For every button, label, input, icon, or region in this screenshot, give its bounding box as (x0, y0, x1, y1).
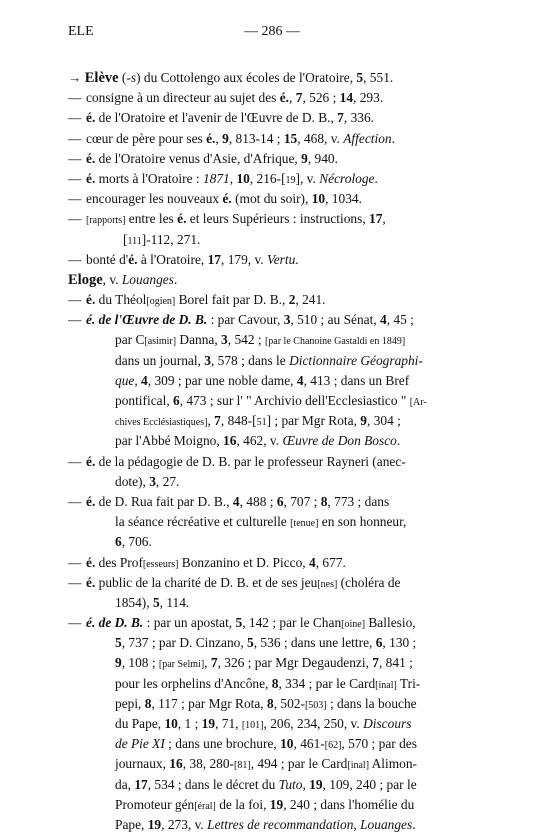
cross-reference: Affection (343, 130, 392, 146)
text: , 488 ; (239, 493, 277, 509)
volume: 19 (269, 796, 284, 812)
dash: — (68, 292, 82, 308)
text: . (396, 433, 401, 449)
volume: 10 (164, 716, 178, 731)
text: , 309 ; par une noble dame, (147, 372, 297, 388)
text: , 578 ; dans le (210, 352, 290, 368)
index-line (68, 431, 468, 451)
text: et leurs Supérieurs : instructions, (186, 211, 370, 227)
index-line (68, 653, 468, 673)
text: 1854), (115, 594, 153, 610)
volume: 4 (141, 372, 148, 388)
volume: 4 (309, 554, 316, 570)
text: ], v. (295, 170, 320, 186)
text: , v. (102, 271, 122, 287)
text: , 473 ; sur l' " Archivio dell'Ecclesiastico " (179, 393, 410, 408)
abbrev: é. (86, 453, 96, 469)
index-entries (68, 68, 468, 835)
title-italic: Tuto (278, 776, 303, 792)
abbrev: é. (222, 191, 232, 207)
volume: 9 (115, 655, 122, 671)
dash: — (68, 312, 82, 328)
text: , 117 ; par Mgr Rota, (151, 695, 267, 711)
abbrev: é. (279, 90, 290, 106)
text: , 536 ; dans une lettre, (253, 635, 376, 651)
text: de l'Oratoire venus d'Asie, d'Afrique, (95, 150, 302, 166)
editorial-note: [62] (324, 740, 342, 752)
text: de l'Oratoire et l'avenir de l'Œuvre de D. B., (95, 110, 338, 126)
text: , 336. (343, 110, 375, 126)
text: Borel fait par D. B., (175, 292, 289, 308)
abbrev: é. (86, 110, 96, 126)
dash: — (68, 211, 82, 227)
text: encourager les nouveaux (86, 191, 223, 207)
text: , (204, 655, 211, 671)
editorial-note: [inal] (347, 760, 370, 772)
text: : par Cavour, (207, 312, 284, 328)
index-line (68, 553, 468, 573)
volume: 17 (369, 211, 383, 227)
editorial-note: [éral] (194, 800, 216, 812)
text: , 240 ; dans l'homélie du (283, 796, 415, 812)
dash: — (68, 130, 82, 146)
text: en son honneur, (318, 514, 407, 530)
text: , 510 ; au Sénat, (290, 312, 381, 328)
volume: 3 (149, 473, 156, 489)
text: , 71, (215, 716, 242, 731)
abbrev: é. (128, 251, 138, 267)
editorial-note: [ogien] (146, 296, 176, 308)
abbrev: é. (177, 211, 187, 227)
headword: Eloge (68, 271, 103, 288)
text: Ballesio, (365, 615, 416, 631)
editorial-note: [101] (241, 720, 264, 731)
editorial-note: [tenue] (290, 518, 319, 530)
text: , (215, 130, 223, 146)
text: de la foi, (215, 796, 270, 812)
volume: 9 (360, 413, 367, 429)
volume: 7 (337, 110, 344, 126)
text: ; dans la bouche (326, 695, 417, 711)
index-line (68, 108, 468, 128)
text: par l'Abbé Moigno, (115, 433, 224, 449)
index-line (68, 694, 468, 714)
text: , 707 ; (283, 493, 321, 509)
text: , 773 ; dans (327, 493, 390, 509)
text: entre les (125, 211, 178, 227)
volume: 2 (288, 292, 296, 308)
volume: 4 (380, 312, 387, 328)
text: , 304 ; (367, 413, 401, 429)
dash: — (68, 90, 82, 106)
text: , 841 ; (378, 655, 413, 671)
volume: 7 (210, 655, 218, 671)
text: , 848-[ (220, 413, 257, 429)
text: Tri- (396, 675, 421, 691)
abbrev: é. (206, 130, 216, 146)
text: du Théol (95, 292, 147, 308)
index-line (68, 310, 468, 330)
text: , (382, 211, 386, 227)
text: , 130 ; (382, 635, 417, 651)
text: , 737 ; par D. Cinzano, (121, 635, 248, 651)
volume: 6 (276, 493, 284, 509)
index-line (68, 88, 468, 108)
text: , 1 ; (177, 716, 202, 731)
volume: 5 (247, 635, 254, 651)
editorial-note: [asimir] (144, 336, 177, 348)
volume: 4 (232, 493, 240, 509)
text: , 114. (159, 594, 190, 610)
dash: — (68, 150, 82, 166)
dash: — (68, 251, 82, 267)
text: , 413 ; dans un Bref (303, 372, 410, 388)
volume: 10 (280, 736, 294, 752)
volume: 7 (295, 90, 303, 106)
text: , 462, v. (236, 433, 283, 449)
text: , (289, 90, 296, 106)
text: , 494 ; par le Card (250, 756, 348, 772)
editorial-note: [par Selmi] (158, 659, 205, 671)
cross-reference: de Pie XI (115, 736, 165, 752)
text: [ (123, 231, 128, 247)
index-line (68, 532, 468, 552)
text: , 109, 240 ; par le (322, 776, 417, 792)
volume: 19 (147, 816, 162, 832)
dash: — (68, 170, 82, 186)
text: ; dans une brochure, (164, 736, 281, 752)
editorial-note: [esseurs] (142, 558, 179, 570)
cross-reference: Louanges (121, 271, 174, 287)
text: , 526 ; (302, 90, 340, 106)
index-line (68, 68, 468, 88)
volume: 16 (223, 433, 237, 449)
text: Bonzanino et D. Picco, (178, 554, 309, 570)
text: da, (115, 776, 135, 792)
editorial-note: [oine] (341, 619, 366, 631)
dash: — (68, 453, 82, 469)
abbrev: é. de l'Œuvre de D. B. (86, 312, 208, 328)
text: de D. Rua fait par D. B., (95, 493, 233, 509)
volume: 8 (271, 675, 279, 691)
volume: 6 (115, 534, 122, 550)
volume: 8 (320, 493, 328, 509)
volume: 7 (372, 655, 379, 671)
editorial-note: 111 (127, 235, 142, 247)
text: , 502- (273, 695, 305, 711)
index-line (68, 472, 468, 492)
text: , 108 ; (121, 655, 159, 671)
index-line (68, 674, 468, 694)
abbrev: é. (86, 554, 96, 570)
volume: 19 (309, 776, 323, 792)
volume: 3 (204, 352, 211, 368)
text: , 706. (121, 534, 152, 550)
volume: 5 (115, 635, 122, 651)
index-line (68, 250, 468, 270)
index-line (68, 129, 468, 149)
index-line (68, 149, 468, 169)
volume: 8 (267, 695, 274, 711)
text: , 273, v. (161, 816, 208, 832)
cross-reference: Vertu (267, 251, 296, 267)
text: Pape, (115, 816, 148, 832)
text: (choléra de (337, 574, 401, 590)
text: de la pédagogie de D. B. par le professeur Rayneri (anec- (95, 453, 406, 469)
text: , 38, 280- (182, 756, 235, 772)
text: , 241. (295, 292, 326, 308)
volume: 17 (207, 251, 221, 267)
index-line (68, 351, 468, 371)
text: , 216-[ (249, 170, 286, 186)
index-line (68, 593, 468, 613)
index-line (68, 330, 468, 350)
abbrev: é. de D. B. (86, 615, 144, 631)
text: pepi, (115, 695, 145, 711)
text: . (412, 816, 416, 832)
text: morts à l'Oratoire : (95, 170, 203, 186)
text: , 27. (155, 473, 180, 489)
text: , 179, v. (221, 251, 267, 267)
text: pour les orphelins d'Ancône, (115, 675, 272, 691)
dash: — (68, 493, 82, 509)
title-italic: Dictionnaire Géographi- (289, 352, 423, 368)
text: , 334 ; par le Card (278, 675, 376, 691)
cross-reference: Nécrologe (319, 170, 375, 186)
page-number: — 286 — (244, 24, 300, 39)
text: à l'Oratoire, (137, 251, 208, 267)
editorial-note: [81] (234, 760, 251, 772)
text: , 1034. (325, 191, 362, 207)
title-italic: que (115, 372, 135, 388)
dash: — (68, 574, 82, 590)
volume: 6 (375, 635, 383, 651)
index-line (68, 512, 468, 532)
text: , 677. (315, 554, 346, 570)
editorial-note: [Ar- (409, 397, 427, 408)
editorial-note: [par le Chanoine Gastaldi en 1849] (264, 336, 406, 348)
text: : par un apostat, (143, 615, 236, 631)
text: , (229, 170, 237, 186)
index-line (68, 230, 468, 250)
volume: 9 (222, 130, 229, 146)
abbrev: é. (86, 574, 96, 590)
headword: Elève (84, 70, 119, 86)
index-line (68, 270, 468, 290)
text: (- (118, 70, 131, 85)
text: , (302, 776, 310, 792)
index-line (68, 775, 468, 795)
running-head: ELE (68, 24, 94, 39)
text: , 142 ; par le Chan (242, 615, 342, 631)
dash: — (68, 615, 82, 631)
editorial-note: [503] (304, 699, 327, 711)
text: bonté d' (86, 251, 129, 267)
editorial-note: chives Ecclésiastiques] (115, 417, 208, 429)
index-line (68, 734, 468, 754)
text: consigne à un directeur au sujet des (86, 90, 280, 106)
index-line (68, 452, 468, 472)
abbrev: é. (86, 292, 96, 308)
volume: 15 (283, 130, 298, 146)
editorial-note: 19 (285, 174, 296, 186)
text: du Pape, (115, 716, 165, 731)
text: . (173, 271, 178, 287)
index-line (68, 754, 468, 774)
text: dans un journal, (115, 352, 205, 368)
text: ] ; par Mgr Rota, (266, 413, 361, 429)
text: . (374, 170, 378, 186)
volume: 17 (134, 776, 148, 792)
text: , 542 ; (227, 332, 265, 348)
editorial-note: [nes] (317, 578, 338, 590)
dash: — (68, 191, 82, 207)
text: Alimon- (369, 756, 418, 772)
text: . (295, 251, 299, 267)
text: , 206, 234, 250, v. (263, 716, 364, 731)
text: s (130, 70, 137, 85)
text: cœur de père pour ses (86, 130, 207, 146)
text: Promoteur gén (115, 796, 195, 812)
text: , 326 ; par Mgr Degaudenzi, (217, 655, 373, 671)
text: (mot du soir), (231, 191, 312, 207)
volume: 19 (201, 716, 216, 731)
index-line (68, 492, 468, 512)
text: , (134, 372, 142, 388)
index-line (68, 391, 468, 411)
index-line (68, 795, 468, 815)
index-line (68, 815, 468, 835)
cross-reference: Lettres de recommandation, Louanges (207, 816, 413, 832)
text: , 570 ; par des (341, 736, 417, 752)
text: ]-112, 271. (141, 231, 201, 247)
dash: — (68, 554, 82, 570)
text: , 45 ; (386, 312, 414, 328)
text: . (391, 130, 395, 146)
year: 1871 (202, 170, 230, 186)
index-line (68, 714, 468, 734)
volume: 16 (169, 756, 183, 772)
text: pontifical, (115, 393, 174, 408)
text: , 551. (363, 70, 394, 85)
index-line (68, 371, 468, 391)
running-header (68, 24, 468, 42)
index-line (68, 189, 468, 209)
volume: 5 (152, 594, 160, 610)
index-line (68, 169, 468, 189)
text: , 461- (293, 736, 325, 752)
text: , 468, v. (297, 130, 344, 146)
text: , (207, 413, 215, 429)
text: , 534 ; dans le décret du (147, 776, 279, 792)
arrow-icon: → (68, 70, 85, 85)
volume: 8 (144, 695, 152, 711)
text: des Prof (95, 554, 143, 570)
index-line (68, 290, 468, 310)
volume: 9 (301, 150, 308, 166)
volume: 4 (296, 372, 304, 388)
volume: 5 (356, 70, 364, 85)
editorial-note: [rapports] (86, 215, 126, 227)
text: , 293. (353, 90, 384, 106)
text: journaux, (115, 756, 170, 772)
text: public de la charité de D. B. et de ses jeu (95, 574, 318, 590)
index-line (68, 411, 468, 431)
index-line (68, 209, 468, 229)
volume: 10 (236, 170, 250, 186)
cross-reference: Œuvre de Don Bosco (282, 433, 397, 449)
cross-reference: Discours (363, 716, 412, 731)
abbrev: é. (86, 170, 96, 186)
abbrev: é. (86, 493, 96, 509)
dash: — (68, 110, 82, 126)
volume: 14 (339, 90, 354, 106)
abbrev: é. (86, 150, 96, 166)
volume: 3 (221, 332, 228, 348)
editorial-note: 51 (256, 417, 267, 429)
volume: 5 (235, 615, 243, 631)
volume: 3 (283, 312, 291, 328)
editorial-note: [inal] (375, 679, 397, 691)
text: dote), (115, 473, 150, 489)
text: la séance récréative et culturelle (115, 514, 291, 530)
index-line (68, 633, 468, 653)
text: ) du Cottolengo aux écoles de l'Oratoire, (136, 70, 357, 85)
volume: 6 (173, 393, 180, 408)
text: , 813-14 ; (228, 130, 284, 146)
text: Danna, (176, 332, 222, 348)
text: par C (115, 332, 145, 348)
index-line (68, 573, 468, 593)
index-line (68, 613, 468, 633)
volume: 7 (214, 413, 221, 429)
text: , 940. (307, 150, 338, 166)
volume: 10 (311, 191, 326, 207)
